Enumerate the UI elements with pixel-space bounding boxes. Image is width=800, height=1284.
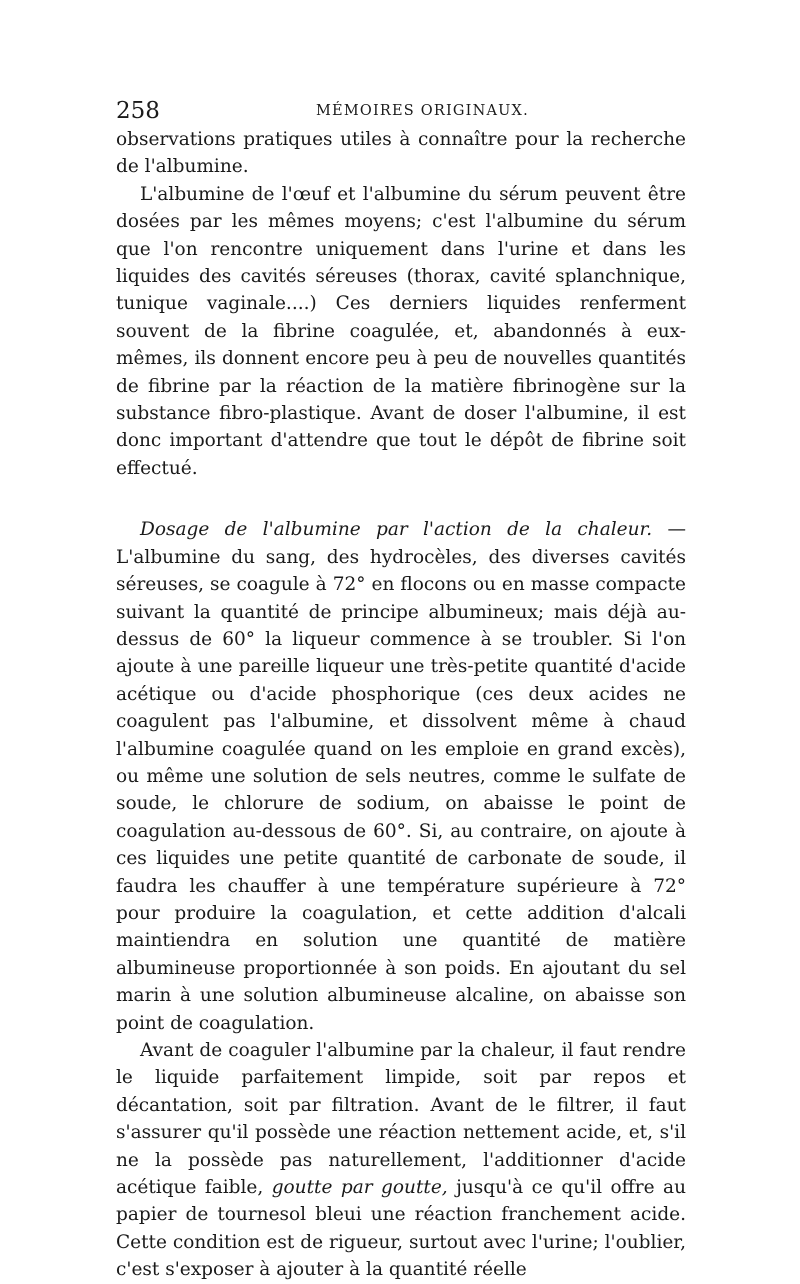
paragraph-coaguler-albumine	[116, 1037, 686, 1284]
paragraph-dosage-chaleur	[116, 516, 686, 1037]
paragraph-continuation: observations pratiques utiles à connaître pour la recherche de l'albumine.	[116, 129, 686, 178]
paragraph-text-after: jusqu'à ce qu'il offre au papier de tournesol bleui une réaction franchement acide. Cette condition est de rigueur, surtout avec l'urine; l'oublier, c'est s'exposer à ajouter à la quantité réelle	[116, 1177, 686, 1281]
running-head: MÉMOIRES ORIGINAUX.	[316, 103, 529, 119]
body-text	[116, 126, 686, 1284]
paragraph-albumine-oeuf-serum: L'albumine de l'œuf et l'albumine du sérum peuvent être dosées par les mêmes moyens; c'est l'albumine du sérum que l'on rencontre uniquement dans l'urine et dans les liquides des cavités séreuses (thorax, cavité splanchnique, tunique vaginale....) Ces derniers liquides renferment souvent de la fibrine coagulée, et, abandonnés à eux-mêmes, ils donnent encore peu à peu de nouvelles quantités de fibrine par la réaction de la matière fibrinogène sur la substance fibro-plastique. Avant de doser l'albumine, il est donc important d'attendre que tout le dépôt de fibrine soit effectué.	[116, 183, 686, 479]
page-number: 258	[116, 98, 160, 124]
section-title: Dosage de l'albumine par l'action de la chaleur.	[140, 519, 653, 541]
section-text: L'albumine du sang, des hydrocèles, des diverses cavités séreuses, se coagule à 72° en flocons ou en masse compacte suivant la quantité de principe albumineux; mais déjà au-dessus de 60° la liqueur commence à se troubler. Si l'on ajoute à une pareille liqueur une très-petite quantité d'acide acétique ou d'acide phosphorique (ces deux acides ne coagulent pas l'albumine, et dissolvent même à chaud l'albumine coagulée quand on les emploie en grand excès), ou même une solution de sels neutres, comme le sulfate de soude, le chlorure de sodium, on abaisse le point de coagulation au-dessous de 60°. Si, au contraire, on ajoute à ces liquides une petite quantité de carbonate de soude, il faudra les chauffer à une température supérieure à 72° pour produire la coagulation, et cette addition d'alcali maintiendra en solution une quantité de matière albumineuse proportionnée à son poids. En ajoutant du sel marin à une solution albumineuse alcaline, on abaisse son point de coagulation.	[116, 546, 686, 1034]
italic-phrase: goutte par goutte,	[271, 1177, 448, 1199]
page-header	[116, 96, 686, 126]
paragraph-text-before: Avant de coaguler l'albumine par la chaleur, il faut rendre le liquide parfaitement limpide, soit par repos et décantation, soit par filtration. Avant de le filtrer, il faut s'assurer qu'il possède une réaction nettement acide, et, s'il ne la possède pas naturellement, l'additionner d'acide acétique faible,	[116, 1040, 686, 1199]
section-spacer	[116, 482, 686, 516]
section-dash: —	[652, 519, 686, 541]
